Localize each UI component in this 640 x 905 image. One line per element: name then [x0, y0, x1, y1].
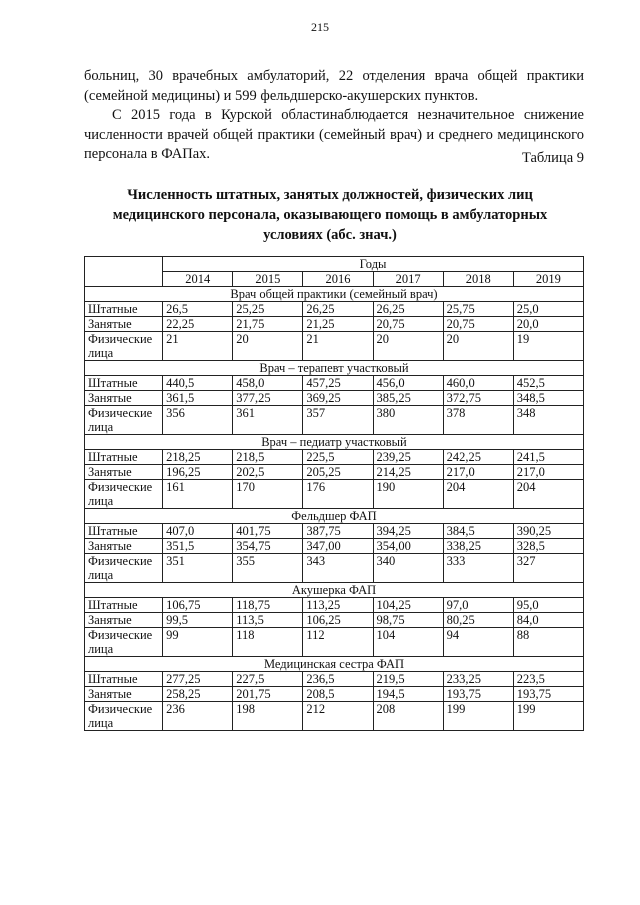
section-header-row — [85, 361, 584, 376]
value-cell: 94 — [443, 628, 513, 657]
value-cell: 205,25 — [303, 465, 373, 480]
value-cell: 199 — [513, 702, 583, 731]
row-label: Занятые — [85, 391, 163, 406]
section-title: Врач – педиатр участковый — [85, 435, 584, 450]
value-cell: 21,25 — [303, 317, 373, 332]
value-cell: 338,25 — [443, 539, 513, 554]
value-cell: 384,5 — [443, 524, 513, 539]
value-cell: 394,25 — [373, 524, 443, 539]
value-cell: 190 — [373, 480, 443, 509]
value-cell: 21 — [303, 332, 373, 361]
value-cell: 390,25 — [513, 524, 583, 539]
value-cell: 241,5 — [513, 450, 583, 465]
value-cell: 26,25 — [303, 302, 373, 317]
value-cell: 219,5 — [373, 672, 443, 687]
row-label: Занятые — [85, 317, 163, 332]
value-cell: 348 — [513, 406, 583, 435]
body-paragraph-1: больниц, 30 врачебных амбулаторий, 22 отделения врача общей практики (семейной медицины) и 599 фельдшерско-акушерских пунктов. — [84, 68, 584, 104]
value-cell: 20 — [233, 332, 303, 361]
row-label: Занятые — [85, 613, 163, 628]
section-header-row — [85, 509, 584, 524]
value-cell: 204 — [513, 480, 583, 509]
value-cell: 99 — [163, 628, 233, 657]
table-header-row-group — [85, 257, 584, 272]
row-label: Занятые — [85, 539, 163, 554]
value-cell: 378 — [443, 406, 513, 435]
section-header-row — [85, 583, 584, 598]
row-label: Штатные — [85, 450, 163, 465]
value-cell: 88 — [513, 628, 583, 657]
value-cell: 401,75 — [233, 524, 303, 539]
value-cell: 99,5 — [163, 613, 233, 628]
value-cell: 218,25 — [163, 450, 233, 465]
value-cell: 170 — [233, 480, 303, 509]
table-row — [85, 480, 584, 509]
table-row — [85, 628, 584, 657]
table-row — [85, 406, 584, 435]
section-title: Врач – терапевт участковый — [85, 361, 584, 376]
value-cell: 354,00 — [373, 539, 443, 554]
value-cell: 218,5 — [233, 450, 303, 465]
value-cell: 452,5 — [513, 376, 583, 391]
value-cell: 212 — [303, 702, 373, 731]
value-cell: 97,0 — [443, 598, 513, 613]
section-header-row — [85, 287, 584, 302]
value-cell: 95,0 — [513, 598, 583, 613]
value-cell: 277,25 — [163, 672, 233, 687]
row-label: Штатные — [85, 598, 163, 613]
value-cell: 202,5 — [233, 465, 303, 480]
value-cell: 98,75 — [373, 613, 443, 628]
value-cell: 385,25 — [373, 391, 443, 406]
value-cell: 20,75 — [373, 317, 443, 332]
value-cell: 196,25 — [163, 465, 233, 480]
body-paragraph-2: С 2015 года в Курской областинаблюдается незначительное снижение численности врачей общей практики (семейный врач) и среднего медицинского персонала в ФАПах. — [84, 107, 584, 162]
row-label: Занятые — [85, 687, 163, 702]
value-cell: 25,0 — [513, 302, 583, 317]
value-cell: 214,25 — [373, 465, 443, 480]
value-cell: 80,25 — [443, 613, 513, 628]
value-cell: 239,25 — [373, 450, 443, 465]
value-cell: 25,75 — [443, 302, 513, 317]
value-cell: 361,5 — [163, 391, 233, 406]
table-row — [85, 391, 584, 406]
value-cell: 201,75 — [233, 687, 303, 702]
value-cell: 26,5 — [163, 302, 233, 317]
year-header: 2018 — [443, 272, 513, 287]
value-cell: 26,25 — [373, 302, 443, 317]
year-header: 2017 — [373, 272, 443, 287]
value-cell: 104 — [373, 628, 443, 657]
table-row — [85, 672, 584, 687]
value-cell: 193,75 — [443, 687, 513, 702]
table-row — [85, 598, 584, 613]
value-cell: 21,75 — [233, 317, 303, 332]
row-label: Физические лица — [85, 554, 163, 583]
value-cell: 460,0 — [443, 376, 513, 391]
value-cell: 377,25 — [233, 391, 303, 406]
value-cell: 356 — [163, 406, 233, 435]
value-cell: 113,5 — [233, 613, 303, 628]
table-row — [85, 613, 584, 628]
value-cell: 20 — [443, 332, 513, 361]
value-cell: 333 — [443, 554, 513, 583]
table-header — [85, 257, 584, 287]
table-row — [85, 465, 584, 480]
row-label: Штатные — [85, 524, 163, 539]
table-row — [85, 317, 584, 332]
value-cell: 369,25 — [303, 391, 373, 406]
value-cell: 225,5 — [303, 450, 373, 465]
staffing-table — [84, 256, 584, 731]
years-group-header: Годы — [163, 257, 584, 272]
section-title: Фельдшер ФАП — [85, 509, 584, 524]
value-cell: 176 — [303, 480, 373, 509]
row-label: Физические лица — [85, 628, 163, 657]
row-label: Занятые — [85, 465, 163, 480]
value-cell: 217,0 — [443, 465, 513, 480]
row-label: Штатные — [85, 376, 163, 391]
page-number: 215 — [311, 20, 329, 34]
value-cell: 106,75 — [163, 598, 233, 613]
value-cell: 343 — [303, 554, 373, 583]
value-cell: 112 — [303, 628, 373, 657]
value-cell: 199 — [443, 702, 513, 731]
value-cell: 355 — [233, 554, 303, 583]
row-label: Штатные — [85, 672, 163, 687]
year-header: 2019 — [513, 272, 583, 287]
value-cell: 198 — [233, 702, 303, 731]
value-cell: 340 — [373, 554, 443, 583]
table-row — [85, 702, 584, 731]
value-cell: 194,5 — [373, 687, 443, 702]
value-cell: 204 — [443, 480, 513, 509]
table-row — [85, 554, 584, 583]
table-row — [85, 450, 584, 465]
row-label: Физические лица — [85, 702, 163, 731]
section-header-row — [85, 435, 584, 450]
value-cell: 361 — [233, 406, 303, 435]
table-label: Таблица 9 — [521, 150, 584, 166]
value-cell: 258,25 — [163, 687, 233, 702]
value-cell: 351 — [163, 554, 233, 583]
value-cell: 84,0 — [513, 613, 583, 628]
value-cell: 236 — [163, 702, 233, 731]
value-cell: 25,25 — [233, 302, 303, 317]
value-cell: 387,75 — [303, 524, 373, 539]
value-cell: 457,25 — [303, 376, 373, 391]
value-cell: 208 — [373, 702, 443, 731]
year-header: 2015 — [233, 272, 303, 287]
table-row — [85, 376, 584, 391]
value-cell: 20,0 — [513, 317, 583, 332]
value-cell: 20 — [373, 332, 443, 361]
value-cell: 118,75 — [233, 598, 303, 613]
value-cell: 20,75 — [443, 317, 513, 332]
value-cell: 458,0 — [233, 376, 303, 391]
table-row — [85, 524, 584, 539]
table-title: Численность штатных, занятых должностей, физических лиц медицинского персонала, оказывающего помощь в амбулаторных условиях (абс. знач.) — [112, 187, 548, 243]
table-body — [85, 287, 584, 731]
row-label: Физические лица — [85, 406, 163, 435]
value-cell: 354,75 — [233, 539, 303, 554]
table-row — [85, 302, 584, 317]
value-cell: 327 — [513, 554, 583, 583]
table-row — [85, 539, 584, 554]
value-cell: 227,5 — [233, 672, 303, 687]
row-label: Штатные — [85, 302, 163, 317]
section-title: Врач общей практики (семейный врач) — [85, 287, 584, 302]
value-cell: 21 — [163, 332, 233, 361]
value-cell: 22,25 — [163, 317, 233, 332]
value-cell: 348,5 — [513, 391, 583, 406]
value-cell: 118 — [233, 628, 303, 657]
value-cell: 217,0 — [513, 465, 583, 480]
value-cell: 106,25 — [303, 613, 373, 628]
value-cell: 19 — [513, 332, 583, 361]
value-cell: 456,0 — [373, 376, 443, 391]
value-cell: 223,5 — [513, 672, 583, 687]
value-cell: 113,25 — [303, 598, 373, 613]
value-cell: 347,00 — [303, 539, 373, 554]
corner-cell — [85, 257, 163, 287]
value-cell: 440,5 — [163, 376, 233, 391]
value-cell: 236,5 — [303, 672, 373, 687]
section-title: Акушерка ФАП — [85, 583, 584, 598]
section-header-row — [85, 657, 584, 672]
value-cell: 380 — [373, 406, 443, 435]
value-cell: 233,25 — [443, 672, 513, 687]
value-cell: 357 — [303, 406, 373, 435]
value-cell: 351,5 — [163, 539, 233, 554]
value-cell: 372,75 — [443, 391, 513, 406]
row-label: Физические лица — [85, 480, 163, 509]
row-label: Физические лица — [85, 332, 163, 361]
value-cell: 407,0 — [163, 524, 233, 539]
section-title: Медицинская сестра ФАП — [85, 657, 584, 672]
year-header: 2016 — [303, 272, 373, 287]
value-cell: 242,25 — [443, 450, 513, 465]
year-header: 2014 — [163, 272, 233, 287]
value-cell: 328,5 — [513, 539, 583, 554]
table-row — [85, 687, 584, 702]
value-cell: 104,25 — [373, 598, 443, 613]
value-cell: 208,5 — [303, 687, 373, 702]
table-row — [85, 332, 584, 361]
value-cell: 161 — [163, 480, 233, 509]
value-cell: 193,75 — [513, 687, 583, 702]
